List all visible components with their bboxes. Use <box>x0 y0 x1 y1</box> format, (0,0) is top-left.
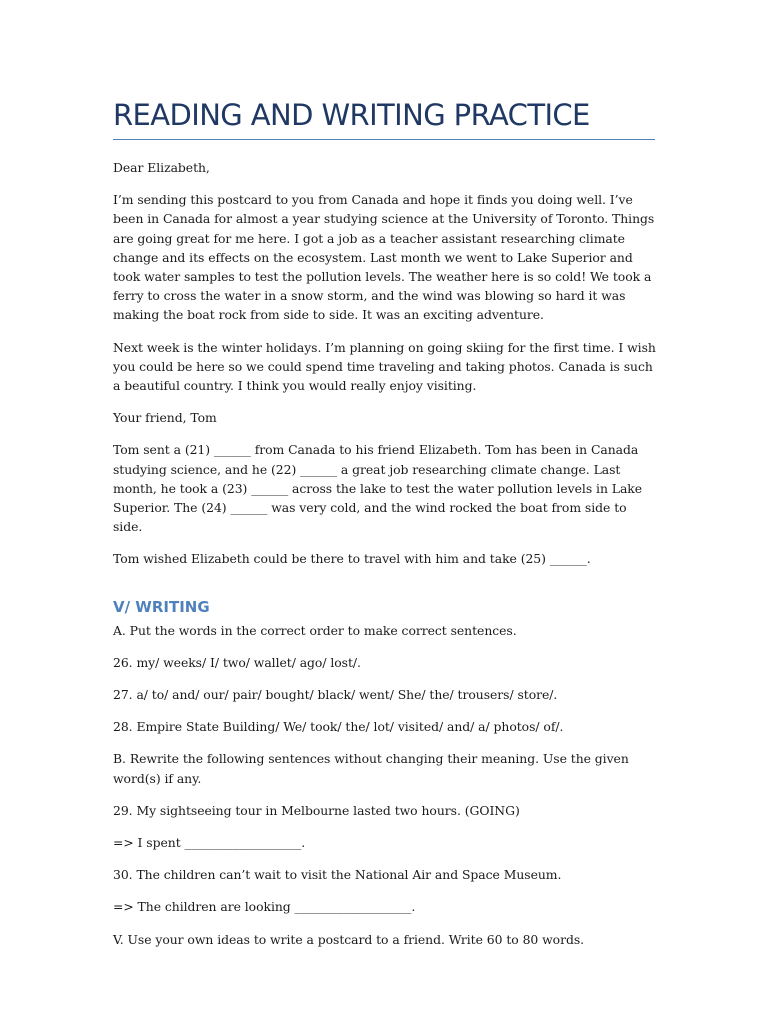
exercise-item: 30. The children can’t wait to visit the National Air and Space Museum. <box>113 867 562 883</box>
part-v-instruction: V. Use your own ideas to write a postcard to a friend. Write 60 to 80 words. <box>113 931 585 947</box>
letter-paragraph: Next week is the winter holidays. I’m planning on going skiing for the first time. I wish you could be here so we could spend time traveling and taking photos. Canada is such a beautiful country. I think you would really enjoy visiting. <box>113 339 656 394</box>
exercise-answer-line: => The children are looking ___________________. <box>113 899 416 915</box>
gap-fill-paragraph: Tom wished Elizabeth could be there to travel with him and take (25) ______. <box>113 551 591 567</box>
exercise-answer-line: => I spent ___________________. <box>113 835 306 851</box>
letter-greeting: Dear Elizabeth, <box>113 160 210 175</box>
document-title: READING AND WRITING PRACTICE <box>113 96 655 140</box>
document-body <box>113 158 657 962</box>
gap-fill-paragraph: Tom sent a (21) ______ from Canada to his friend Elizabeth. Tom has been in Canada studying science, and he (22) ______ a great job researching climate change. Last month, he took a (23) ______ across the lake to test the water pollution levels in Lake Superior. The (24) ______ was very cold, and the wind rocked the boat from side to side. <box>113 442 643 535</box>
part-a-instruction: A. Put the words in the correct order to make correct sentences. <box>113 622 517 638</box>
letter-paragraph: I’m sending this postcard to you from Canada and hope it finds you doing well. I’ve been in Canada for almost a year studying science at the University of Toronto. Things are going great for me here. I got a job as a teacher assistant researching climate change and its effects on the ecosystem. Last month we went to Lake Superior and took water samples to test the pollution levels. The weather here is so cold! We took a ferry to cross the water in a snow storm, and the wind was blowing so hard it was making the boat rock from side to side. It was an exciting adventure. <box>113 192 655 323</box>
letter-closing: Your friend, Tom <box>113 410 217 426</box>
part-b-instruction: B. Rewrite the following sentences without changing their meaning. Use the given word(s) if any. <box>113 751 629 786</box>
exercise-item: 27. a/ to/ and/ our/ pair/ bought/ black/ went/ She/ the/ trousers/ store/. <box>113 687 558 703</box>
exercise-item: 28. Empire State Building/ We/ took/ the/ lot/ visited/ and/ a/ photos/ of/. <box>113 719 564 735</box>
writing-section-heading: V/ WRITING <box>113 597 210 616</box>
exercise-item: 26. my/ weeks/ I/ two/ wallet/ ago/ lost/. <box>113 654 361 670</box>
exercise-item: 29. My sightseeing tour in Melbourne lasted two hours. (GOING) <box>113 802 520 818</box>
